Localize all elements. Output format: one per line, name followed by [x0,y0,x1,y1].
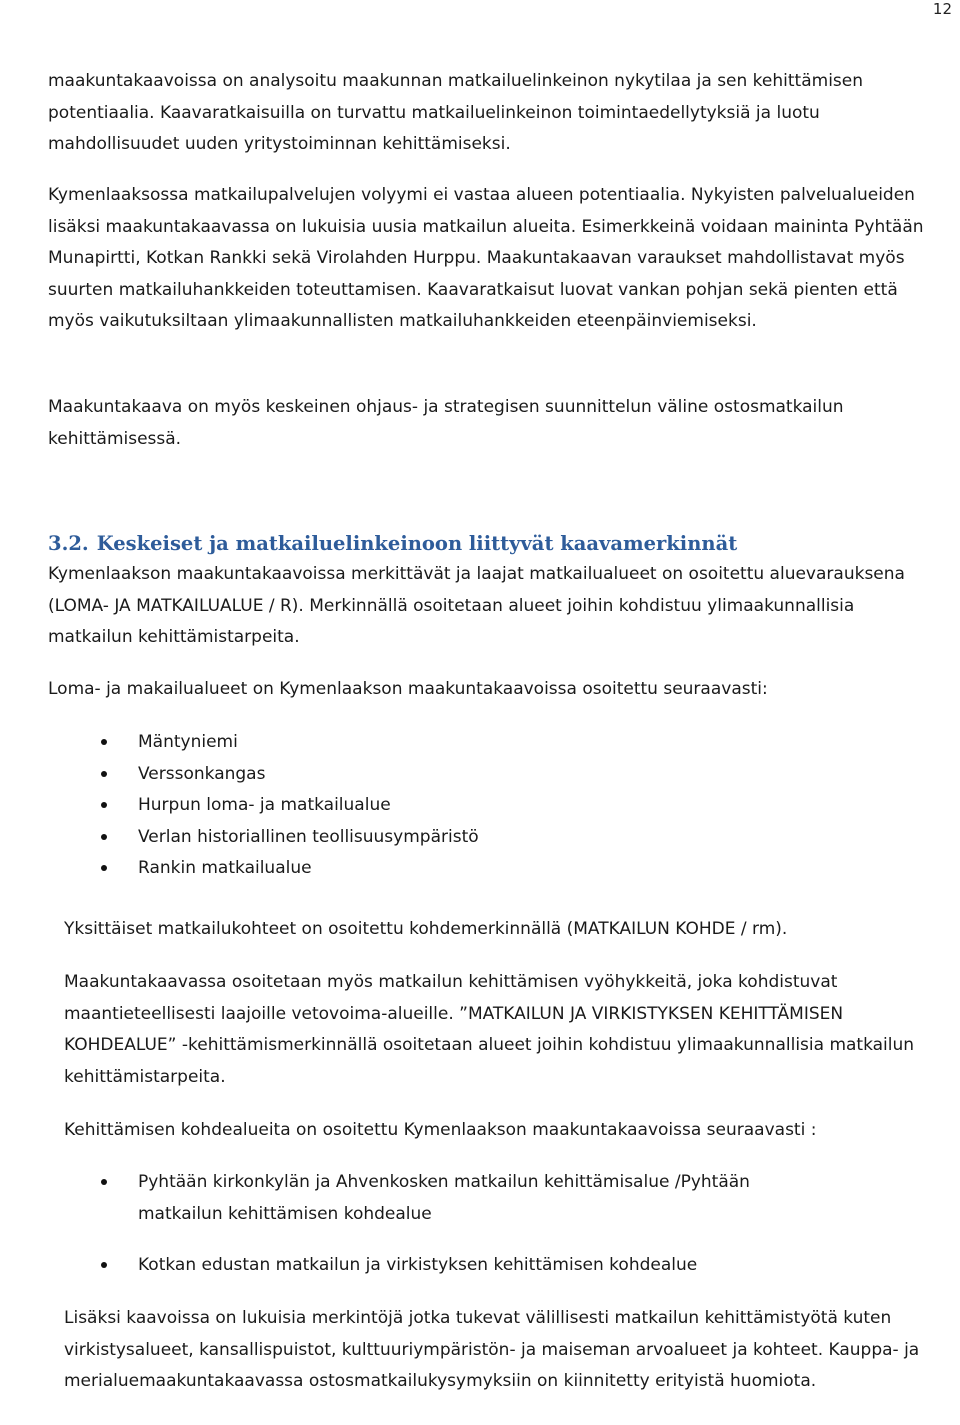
recreation-areas-list [101,727,901,885]
section-paragraph-5: Kehittämisen kohdealueita on osoitettu Kymenlaakson maakuntakaavoissa seuraavasti : [64,1120,817,1140]
section-title: Keskeiset ja matkailuelinkeinoon liittyvät kaavamerkinnät [96,532,738,555]
list-item: Rankin matkailualue [101,853,901,885]
list-item: Mäntyniemi [101,727,901,759]
section-number: 3.2. [48,532,89,555]
intro-paragraph-3: Maakuntakaava on myös keskeinen ohjaus- ja strategisen suunnittelun väline ostosmatkailun kehittämisessä. [48,397,844,449]
development-areas-list [101,1167,821,1282]
list-item: Kotkan edustan matkailun ja virkistyksen kehittämisen kohdealue [101,1250,821,1282]
section-paragraph-3: Yksittäiset matkailukohteet on osoitettu kohdemerkinnällä (MATKAILUN KOHDE / rm). [64,919,788,939]
section-heading [48,528,737,559]
intro-paragraph-1: maakuntakaavoissa on analysoitu maakunnan matkailuelinkeinon nykytilaa ja sen kehittämisen potentiaalia. Kaavaratkaisuilla on turvattu matkailuelinkeinon toimintaedellytyksiä ja luotu mahdollisuudet uuden yritystoiminnan kehittämiseksi. [48,71,864,154]
intro-paragraph-2: Kymenlaaksossa matkailupalvelujen volyymi ei vastaa alueen potentiaalia. Nykyisten palvelualueiden lisäksi maakuntakaavassa on lukuisia uusia matkailun alueita. Esimerkkeinä voidaan maininta Pyhtään Munapirtti, Kotkan Rankki sekä Virolahden Hurppu. Maakuntakaavan varaukset mahdollistavat myös suurten matkailuhankkeiden toteuttamisen. Kaavaratkaisut luovat vankan pohjan sekä pienten että myös vaikutuksiltaan ylimaakunnallisten matkailuhankkeiden eteenpäinviemiseksi. [48,185,924,331]
section-paragraph-6: Lisäksi kaavoissa on lukuisia merkintöjä jotka tukevat välillisesti matkailun kehittämistyötä kuten virkistysalueet, kansallispuistot, kulttuuriympäristön- ja maiseman arvoalueet ja kohteet. Kauppa- ja merialuemaakuntakaavassa ostosmatkailukysymyksiin on kiinnitetty erityistä huomiota. [64,1308,920,1391]
section-paragraph-4: Maakuntakaavassa osoitetaan myös matkailun kehittämisen vyöhykkeitä, joka kohdistuvat maantieteellisesti laajoille vetovoima-alueille. ”MATKAILUN JA VIRKISTYKSEN KEHITTÄMISEN KOHDEALUE” -kehittämismerkinnällä osoitetaan alueet joihin kohdistuu ylimaakunnallisia matkailun kehittämistarpeita. [64,972,915,1087]
list-item: Pyhtään kirkonkylän ja Ahvenkosken matkailun kehittämisalue /Pyhtään matkailun kehittämisen kohdealue [101,1167,821,1230]
page-number: 12 [932,0,952,18]
section-paragraph-2: Loma- ja makailualueet on Kymenlaakson maakuntakaavoissa osoitettu seuraavasti: [48,679,768,699]
list-item: Verssonkangas [101,759,901,791]
list-item: Verlan historiallinen teollisuusympäristö [101,822,901,854]
list-item: Hurpun loma- ja matkailualue [101,790,901,822]
section-paragraph-1: Kymenlaakson maakuntakaavoissa merkittävät ja laajat matkailualueet on osoitettu aluevarauksena (LOMA- JA MATKAILUALUE / R). Merkinnällä osoitetaan alueet joihin kohdistuu ylimaakunnallisia matkailun kehittämistarpeita. [48,564,905,647]
